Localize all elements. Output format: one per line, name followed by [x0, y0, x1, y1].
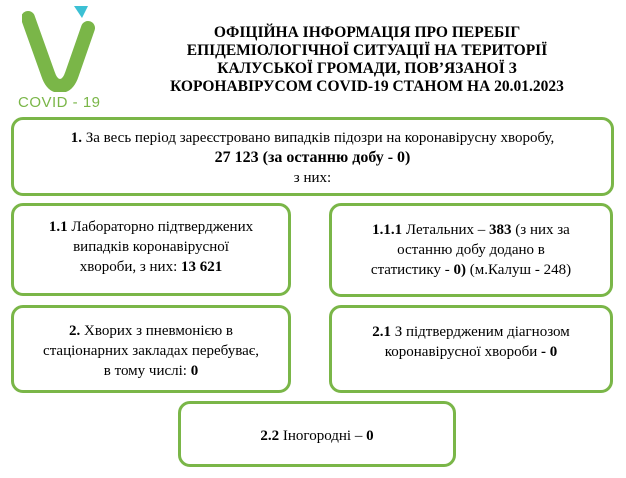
- item-text: коронавірусної хвороби: [384, 344, 541, 360]
- item-number: 2.2: [260, 428, 280, 444]
- item-text: в тому числі:: [103, 363, 191, 379]
- pneumonia-box: [11, 305, 291, 393]
- item-text: з них:: [293, 170, 332, 186]
- confirmed-diagnosis-value: - 0: [541, 344, 558, 360]
- title-line: ОФІЦІЙНА ІНФОРМАЦІЯ ПРО ПЕРЕБІГ: [213, 24, 521, 41]
- item-number: 1.: [70, 130, 82, 146]
- logo: [14, 4, 114, 112]
- item-text: (м.Калуш - 248): [465, 262, 572, 278]
- item-text: останню добу додано в: [397, 242, 545, 258]
- title-line: КАЛУСЬКОЇ ГРОМАДИ, ПОВ’ЯЗАНОЇ З: [217, 60, 517, 77]
- lab-confirmed-box: [11, 203, 291, 296]
- covid-v-logo-icon: [22, 4, 102, 92]
- lethal-daily-value: 0): [453, 262, 466, 278]
- lethal-value: 383: [489, 222, 512, 238]
- item-text: З підтвердженим діагнозом: [390, 324, 570, 340]
- item-text: Хворих з пневмонією в: [80, 323, 233, 339]
- pneumonia-value: 0: [190, 363, 199, 379]
- page-title: [112, 24, 622, 96]
- item-text: хвороби, з них:: [79, 259, 182, 275]
- nonresident-value: 0: [366, 428, 374, 444]
- total-suspected-box: [11, 117, 614, 196]
- item-number: 2.: [69, 323, 81, 339]
- lab-confirmed-value: 13 621: [181, 259, 223, 275]
- item-text: (з них за: [511, 222, 570, 238]
- logo-text: COVID - 19: [18, 94, 101, 111]
- item-number: 2.1: [372, 324, 391, 340]
- lethal-box: [329, 203, 613, 297]
- title-line: ЕПІДЕМІОЛОГІЧНОЇ СИТУАЦІЇ НА ТЕРИТОРІЇ: [186, 42, 548, 59]
- item-text: Лабораторно підтверджених: [67, 219, 254, 235]
- item-text: стаціонарних закладах перебуває,: [43, 343, 259, 359]
- item-text: Летальних –: [402, 222, 490, 238]
- total-suspected-value: 27 123 (за останню добу - 0): [214, 149, 411, 166]
- title-line: КОРОНАВІРУСОМ COVID-19 СТАНОМ НА 20.01.2023: [170, 78, 564, 95]
- item-text: випадків коронавірусної: [73, 239, 229, 255]
- item-number: 1.1: [48, 219, 68, 235]
- item-text: За весь період зареєстровано випадків підозри на коронавірусну хворобу,: [81, 130, 555, 146]
- nonresident-box: [178, 401, 456, 467]
- item-text: Іногородні –: [279, 428, 367, 444]
- item-text: статистику -: [370, 262, 454, 278]
- confirmed-diagnosis-box: [329, 305, 613, 393]
- item-number: 1.1.1: [372, 222, 403, 238]
